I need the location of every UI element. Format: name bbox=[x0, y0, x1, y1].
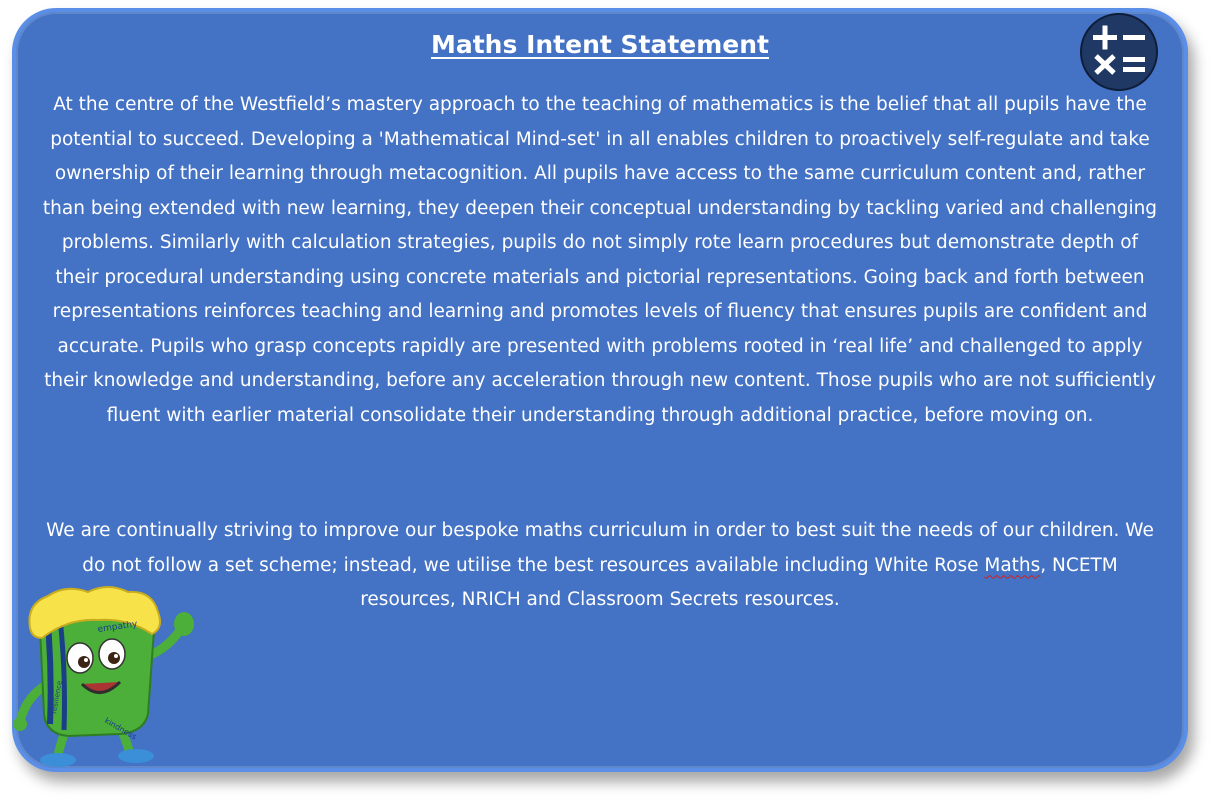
mascot-character bbox=[8, 584, 204, 770]
mascot-word-resilience: resilience bbox=[50, 680, 64, 715]
paragraph-2-text-a: We are continually striving to improve our bespoke maths curriculum in order to best suit the needs of our children. We do not follow a set scheme; instead, we utilise the best resources available including White Rose bbox=[46, 520, 1154, 576]
intent-paragraph-1: At the centre of the Westfield’s mastery approach to the teaching of mathematics is the belief that all pupils have the potential to succeed. Developing a 'Mathematical Mind-set' in all enables children to proactively self-regulate and take ownership of their learning through metacognition. All pupils have access to the same curriculum content and, rather than being extended with new learning, they deepen their conceptual understanding by tackling varied and challenging problems. Similarly with calculation strategies, pupils do not simply rote learn procedures but demonstrate depth of their procedural understanding using concrete materials and pictorial representations. Going back and forth between representations reinforces teaching and learning and promotes levels of fluency that ensures pupils are confident and accurate. Pupils who grasp concepts rapidly are presented with problems rooted in ‘real life’ and challenged to apply their knowledge and understanding, before any acceleration through new content. Those pupils who are not sufficiently fluent with earlier material consolidate their understanding through additional practice, before moving on. bbox=[42, 94, 1158, 426]
paragraph-2-text-b: , NCETM resources, NRICH and Classroom Secrets resources. bbox=[360, 554, 1118, 610]
mascot-word-empathy: empathy bbox=[97, 619, 139, 635]
calculator-symbols-icon bbox=[1079, 12, 1159, 92]
intent-paragraph-2 bbox=[42, 514, 1158, 618]
mascot-word-kindness: kindness bbox=[103, 715, 139, 742]
spellcheck-flagged-word: Maths bbox=[984, 554, 1041, 576]
page-title: Maths Intent Statement bbox=[430, 30, 770, 59]
